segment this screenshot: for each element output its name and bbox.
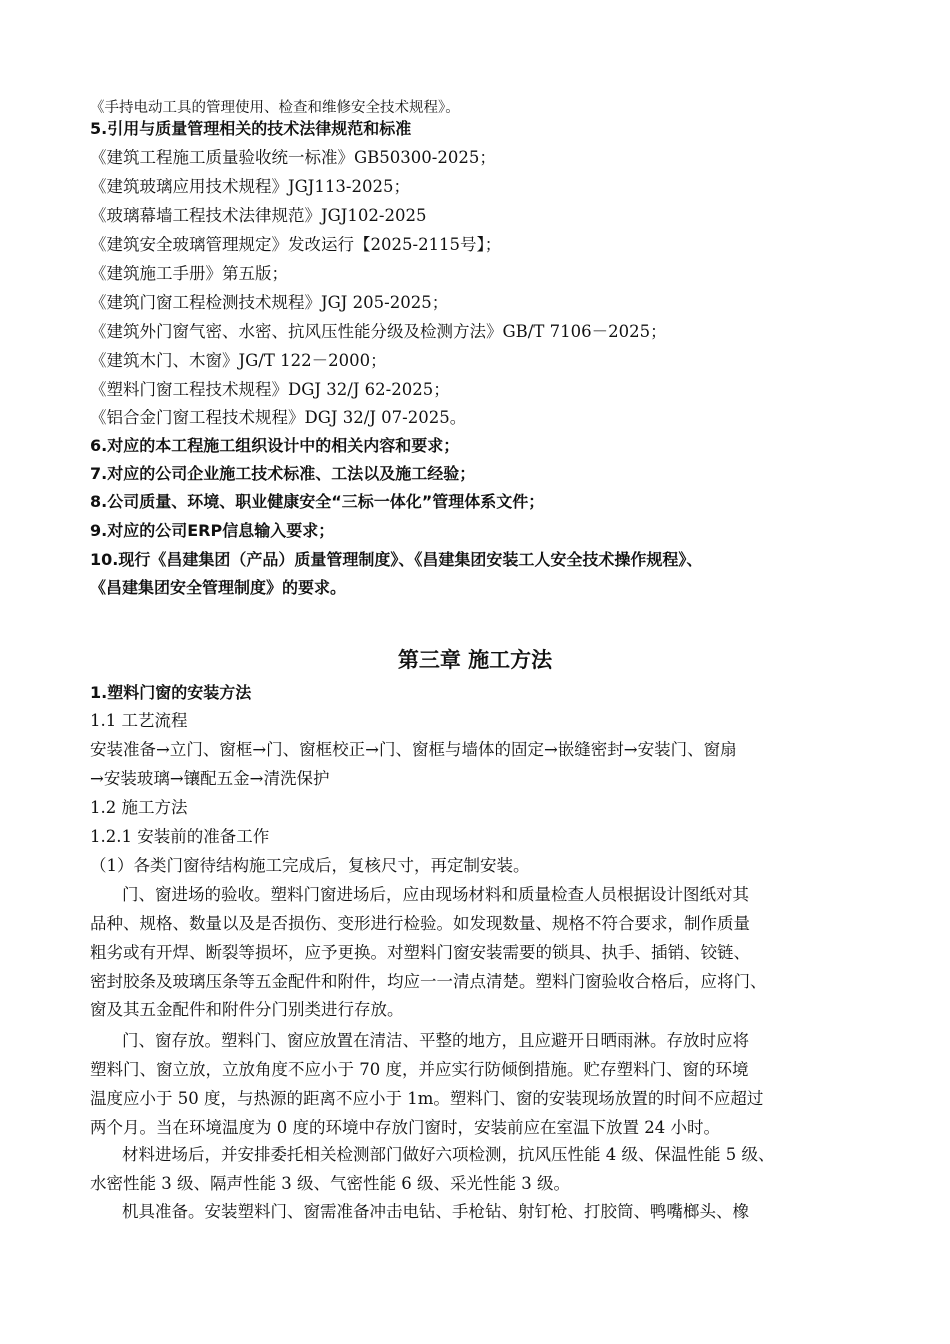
section-9-text: 9.对应的公司ERP信息输入要求； — [90, 521, 335, 540]
storage-paragraph-line: 温度应小于 50 度，与热源的距离不应小于 1m。塑料门、窗的安装现场放置的时间不应超过 — [90, 1089, 764, 1108]
subsection-1-2-1-title: 1.2.1 安装前的准备工作 — [90, 827, 270, 846]
section-7-text: 7.对应的公司企业施工技术标准、工法以及施工经验； — [90, 464, 476, 483]
testing-paragraph-line: 材料进场后，并安排委托相关检测部门做好六项检测，抗风压性能 4 级、保温性能 5 级、 — [122, 1145, 775, 1164]
section-8-text: 8.公司质量、环境、职业健康安全“三标一体化”管理体系文件； — [90, 492, 545, 511]
standard-item: 《建筑玻璃应用技术规程》JGJ113-2025； — [90, 177, 410, 196]
tools-paragraph-line: 机具准备。安装塑料门、窗需准备冲击电钻、手枪钻、射钉枪、打胶筒、鸭嘴榔头、橡 — [122, 1202, 749, 1221]
subsection-1-1-title: 1.1 工艺流程 — [90, 711, 188, 730]
standard-item: 《铝合金门窗工程技术规程》DGJ 32/J 07-2025。 — [90, 408, 467, 427]
testing-paragraph-line: 水密性能 3 级、隔声性能 3 级、气密性能 6 级、采光性能 3 级。 — [90, 1174, 570, 1193]
chapter-title: 第三章 施工方法 — [397, 648, 553, 672]
acceptance-paragraph-line: 密封胶条及玻璃压条等五金配件和附件，均应一一清点清楚。塑料门窗验收合格后，应将门、 — [90, 972, 767, 991]
standard-item: 《塑料门窗工程技术规程》DGJ 32/J 62-2025； — [90, 380, 450, 399]
section-6-text: 6.对应的本工程施工组织设计中的相关内容和要求； — [90, 436, 460, 455]
storage-paragraph-line: 门、窗存放。塑料门、窗应放置在清洁、平整的地方，且应避开日晒雨淋。存放时应将 — [122, 1031, 749, 1050]
subsection-1-2-title: 1.2 施工方法 — [90, 798, 188, 817]
standard-item: 《建筑施工手册》第五版； — [90, 264, 288, 283]
process-flow-line-1: 安装准备→立门、窗框→门、窗框校正→门、窗框与墙体的固定→嵌缝密封→安装门、窗扇 — [90, 740, 737, 759]
storage-paragraph-line: 两个月。当在环境温度为 0 度的环境中存放门窗时，安装前应在室温下放置 24 小时。 — [90, 1118, 720, 1137]
acceptance-paragraph-line: 门、窗进场的验收。塑料门窗进场后，应由现场材料和质量检查人员根据设计图纸对其 — [122, 885, 749, 904]
standard-item: 《建筑安全玻璃管理规定》发改运行【2025-2115号】； — [90, 235, 502, 254]
storage-paragraph-line: 塑料门、窗立放，立放角度不应小于 70 度，并应实行防倾倒措施。贮存塑料门、窗的环境 — [90, 1060, 749, 1079]
acceptance-paragraph-line: 粗劣或有开焊、断裂等损坏，应予更换。对塑料门窗安装需要的锁具、执手、插销、铰链、 — [90, 943, 750, 962]
standard-item: 《建筑工程施工质量验收统一标准》GB50300-2025； — [90, 148, 496, 167]
standard-item: 《建筑木门、木窗》JG/T 122－2000； — [90, 351, 387, 370]
standard-item: 《玻璃幕墙工程技术法律规范》JGJ102-2025 — [90, 206, 427, 225]
standard-item: 《建筑门窗工程检测技术规程》JGJ 205-2025； — [90, 293, 449, 312]
standard-item: 《建筑外门窗气密、水密、抗风压性能分级及检测方法》GB/T 7106－2025； — [90, 322, 667, 341]
part-1-heading: 1.塑料门窗的安装方法 — [90, 683, 252, 702]
process-flow-line-2: →安装玻璃→镶配五金→清洗保护 — [90, 769, 330, 788]
section-10-line-1: 10.现行《昌建集团（产品）质量管理制度》、《昌建集团安装工人安全技术操作规程》、 — [90, 550, 703, 569]
section-5-heading: 5.引用与质量管理相关的技术法律规范和标准 — [90, 119, 412, 138]
preparation-item-1: （1）各类门窗待结构施工完成后，复核尺寸，再定制安装。 — [90, 856, 530, 875]
section-10-line-2: 《昌建集团安全管理制度》的要求。 — [90, 578, 347, 597]
standards-tail-text: 《手持电动工具的管理使用、检查和维修安全技术规程》。 — [90, 100, 460, 116]
acceptance-paragraph-line: 窗及其五金配件和附件分门别类进行存放。 — [90, 1000, 404, 1019]
acceptance-paragraph-line: 品种、规格、数量以及是否损伤、变形进行检验。如发现数量、规格不符合要求，制作质量 — [90, 914, 750, 933]
